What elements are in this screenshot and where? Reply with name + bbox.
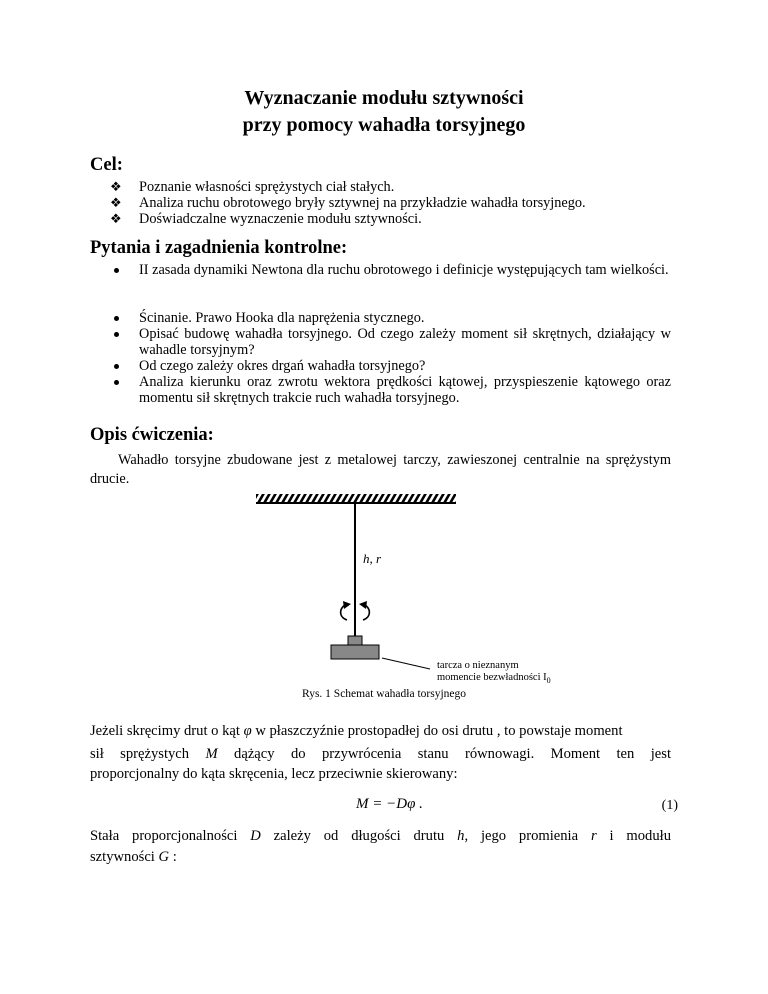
pytania-heading: Pytania i zagadnienia kontrolne: xyxy=(90,238,348,258)
ceiling-hatch xyxy=(256,494,456,503)
body-line-1: Jeżeli skręcimy drut o kąt φ w płaszczyźnie prostopadłej do osi drutu , to powstaje moment xyxy=(90,723,623,739)
cel-item: Analiza ruchu obrotowego bryły sztywnej na przykładzie wahadła torsyjnego. xyxy=(139,195,586,211)
body-line-4: Stała proporcjonalności D zależy od długości drutu h, jego promienia r i modułu xyxy=(90,828,671,844)
body-line-5: sztywności G : xyxy=(90,849,177,865)
pytania-item: Opisać budowę wahadła torsyjnego. Od czego zależy moment sił skrętnych, działający w wahadle torsyjnym? xyxy=(139,326,671,358)
bullet-dot-icon xyxy=(114,268,119,273)
cel-heading: Cel: xyxy=(90,155,123,175)
opis-intro: Wahadło torsyjne zbudowane jest z metalowej tarczy, zawieszonej centralnie na sprężystym drucie. xyxy=(90,452,671,487)
disk-label-line1: tarcza o nieznanym xyxy=(437,660,519,671)
disk-hub xyxy=(348,636,362,645)
bullet-dot-icon xyxy=(114,380,119,385)
disk-label-line2: momencie bezwładności $I_0$ xyxy=(437,672,551,686)
body-line-3: proporcjonalny do kąta skręcenia, lecz przeciwnie skierowany: xyxy=(90,766,458,782)
bullet-dot-icon xyxy=(114,332,119,337)
figure-caption: Rys. 1 Schemat wahadła torsyjnego xyxy=(301,688,467,700)
body-line-2: sił sprężystych M dążący do przywrócenia stanu równowagi. Moment ten jest xyxy=(90,746,671,762)
diamond-bullet-icon: ❖ xyxy=(110,195,122,210)
page-title-line2: przy pomocy wahadła torsyjnego xyxy=(242,114,526,136)
cel-item: Poznanie własności sprężystych ciał stałych. xyxy=(139,179,395,195)
disk xyxy=(331,645,379,659)
leader-line xyxy=(382,658,430,669)
pendulum-diagram xyxy=(0,480,768,720)
pytania-item: Od czego zależy okres drgań wahadła torsyjnego? xyxy=(139,358,426,374)
opis-heading: Opis ćwiczenia: xyxy=(90,425,214,445)
pytania-item: Analiza kierunku oraz zwrotu wektora prędkości kątowej, przyspieszenie kątowego oraz momentu sił skrętnych trakcie ruch wahadła torsyjnego. xyxy=(139,374,671,406)
equation-number: (1) xyxy=(661,798,678,813)
page-title-line1: Wyznaczanie modułu sztywności xyxy=(244,87,524,109)
bullet-dot-icon xyxy=(114,316,119,321)
cel-item: Doświadczalne wyznaczenie modułu sztywności. xyxy=(139,211,422,227)
equation-1: M = −Dφ . xyxy=(356,796,423,812)
diamond-bullet-icon: ❖ xyxy=(110,211,122,226)
pytania-item: II zasada dynamiki Newtona dla ruchu obrotowego i definicje występujących tam wielkości. xyxy=(139,262,669,278)
bullet-dot-icon xyxy=(114,364,119,369)
pytania-item: Ścinanie. Prawo Hooka dla naprężenia stycznego. xyxy=(139,310,425,326)
wire-label: h, r xyxy=(363,551,382,566)
diamond-bullet-icon: ❖ xyxy=(110,179,122,194)
